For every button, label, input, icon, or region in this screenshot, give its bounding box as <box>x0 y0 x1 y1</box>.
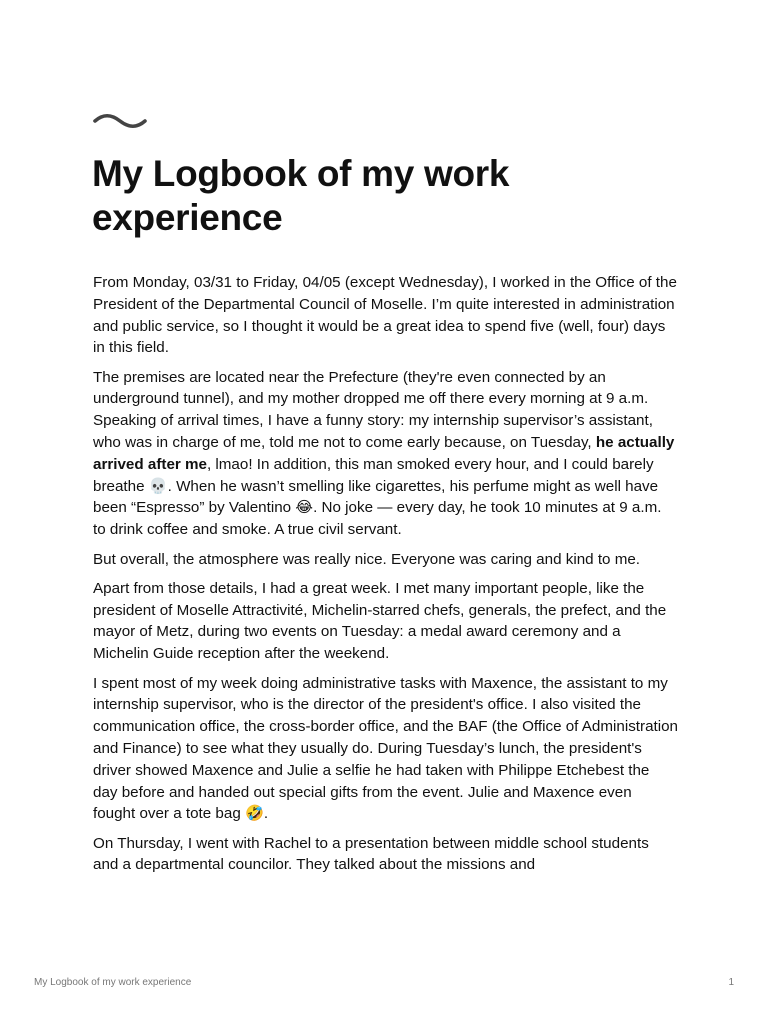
paragraph-2-bold: he actually arrived after me <box>93 434 675 473</box>
page-title: My Logbook of my work experience <box>92 153 510 238</box>
document-body <box>93 272 678 884</box>
paragraph-5 <box>93 673 678 826</box>
skull-emoji-icon: 💀 <box>148 476 168 495</box>
page-number: 1 <box>728 977 734 988</box>
footer-title: My Logbook of my work experience <box>34 977 192 988</box>
rofl-emoji-icon: 🤣 <box>245 804 264 823</box>
paragraph-1: From Monday, 03/31 to Friday, 04/05 (except Wednesday), I worked in the Office of the President of the Departmental Council of Moselle. I’m quite interested in administration and public service, so I thought it would be a great idea to spend five (well, four) days in this field. <box>93 274 677 357</box>
paragraph-2-part-c: , lmao! In addition, this man smoked every hour, and I could barely breathe <box>93 455 654 495</box>
paragraph-2 <box>93 367 678 541</box>
paragraph-2-part-d: . When he wasn’t smelling like cigarettes, his perfume might as well have been “Espresso” by Valentino <box>93 477 659 517</box>
paragraph-2-part-a: The premises are located near the Prefecture (they're even connected by an underground tunnel), and my mother dropped me off there every morning at 9 a.m. Speaking of arrival times, I have a funny story: my internship supervisor’s assistant, who was in charge of me, told me not to come early because, on Tuesday, <box>93 368 653 452</box>
paragraph-6: On Thursday, I went with Rachel to a presentation between middle school students and a departmental councilor. They talked about the missions and <box>93 834 649 874</box>
paragraph-5-part-b: . <box>263 805 269 823</box>
paragraph-3: But overall, the atmosphere was really nice. Everyone was caring and kind to me. <box>93 550 641 568</box>
paragraph-4: Apart from those details, I had a great week. I met many important people, like the president of Moselle Attractivité, Michelin-starred chefs, generals, the prefect, and the mayor of Metz, during two events on Tuesday: a medal award ceremony and a Michelin Guide reception after the weekend. <box>93 579 667 663</box>
wave-logo-icon <box>92 112 148 130</box>
laughing-emoji-icon: 😂 <box>295 498 314 517</box>
paragraph-2-part-f: . No joke — every day, he took 10 minutes at 9 a.m. to drink coffee and smoke. A true civil servant. <box>93 499 662 539</box>
paragraph-5-part-a: I spent most of my week doing administrative tasks with Maxence, the assistant to my internship supervisor, who is the director of the president's office. I also visited the communication office, the cross-border office, and the BAF (the Office of Administration and Finance) to see what they usually do. During Tuesday’s lunch, the president's driver showed Maxence and Julie a selfie he had taken with Philippe Etchebest the day before and handed out special gifts from the event. Julie and Maxence even fought over a tote bag <box>93 674 679 823</box>
